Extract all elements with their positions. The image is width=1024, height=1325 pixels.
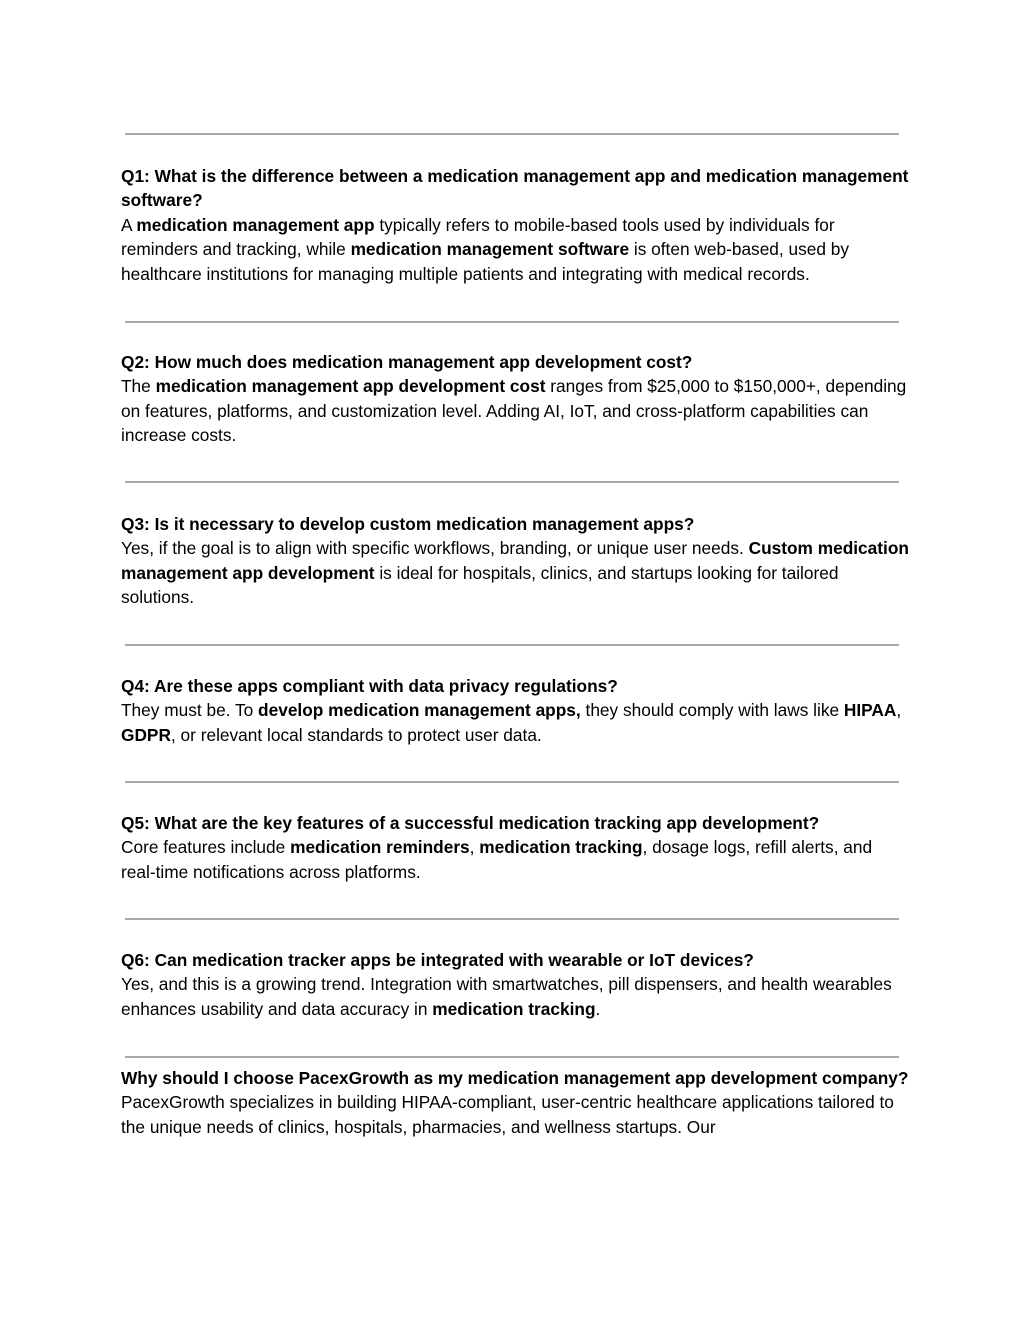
answer-text: PacexGrowth specializes in building HIPAA-compliant, user-centric healthcare applications tailored to the unique needs of clinics, hospitals, pharmacies, and wellness startups. Our xyxy=(121,1092,894,1137)
answer-text: typically refers to mobile-based tools used by individuals for reminders and tracking, while xyxy=(121,214,835,260)
answer-text: is ideal for hospitals, clinics, and startups looking for tailored solutions. xyxy=(121,562,839,608)
divider xyxy=(125,1056,899,1058)
faq-item-6 xyxy=(121,948,911,1021)
faq-answer xyxy=(121,536,911,609)
faq-question: Q6: Can medication tracker apps be integrated with wearable or IoT devices? xyxy=(121,950,754,970)
answer-text: is often web-based, used by healthcare institutions for managing multiple patients and integrating with medical records. xyxy=(121,239,850,284)
answer-text: The xyxy=(121,376,156,397)
answer-bold-text: medication management app xyxy=(136,214,375,235)
answer-bold-text: medication reminders xyxy=(290,837,470,858)
answer-bold-text: Custom medication management app development xyxy=(121,538,909,583)
answer-text: , dosage logs, refill alerts, and real-time notifications across platforms. xyxy=(121,837,873,882)
faq-answer xyxy=(121,835,911,884)
faq-question: Q5: What are the key features of a successful medication tracking app development? xyxy=(121,813,820,833)
answer-text: , or relevant local standards to protect user data. xyxy=(170,724,542,745)
answer-bold-text: medication tracking xyxy=(479,837,643,858)
faq-answer xyxy=(121,374,911,447)
answer-text: Yes, if the goal is to align with specific workflows, branding, or unique user needs. xyxy=(121,538,749,559)
answer-text: , xyxy=(896,700,902,721)
divider xyxy=(125,133,899,135)
faq-question: Q1: What is the difference between a medication management app and medication management software? xyxy=(121,166,909,211)
answer-text: ranges from $25,000 to $150,000+, depending on features, platforms, and customization level. Adding AI, IoT, and cross-platform capabilities can increase costs. xyxy=(121,376,907,446)
answer-bold-text: medication management software xyxy=(350,239,630,260)
faq-item-3 xyxy=(121,512,911,610)
faq-item-1 xyxy=(121,164,911,286)
faq-item-5 xyxy=(121,811,911,884)
faq-question: Why should I choose PacexGrowth as my medication management app development company? xyxy=(121,1068,909,1088)
faq-answer xyxy=(121,972,911,1021)
faq-answer xyxy=(121,698,911,747)
answer-bold-text: medication management app development cost xyxy=(155,376,546,397)
divider xyxy=(125,321,899,323)
faq-question: Q2: How much does medication management app development cost? xyxy=(121,352,693,372)
divider xyxy=(125,644,899,646)
faq-question: Q3: Is it necessary to develop custom medication management apps? xyxy=(121,514,695,534)
answer-text: Yes, and this is a growing trend. Integration with smartwatches, pill dispensers, and health wearables enhances usability and data accuracy in xyxy=(121,974,892,1019)
answer-text: they should comply with laws like xyxy=(580,700,844,721)
faq-item-2 xyxy=(121,350,911,448)
answer-bold-text: HIPAA xyxy=(843,700,897,721)
answer-text: . xyxy=(595,998,601,1019)
divider xyxy=(125,481,899,483)
answer-text: , xyxy=(469,837,480,858)
answer-text: Core features include xyxy=(121,837,291,858)
faq-item-7 xyxy=(121,1066,911,1139)
faq-item-4 xyxy=(121,674,911,747)
divider xyxy=(125,918,899,920)
faq-question: Q4: Are these apps compliant with data privacy regulations? xyxy=(121,676,618,696)
answer-text: A xyxy=(121,214,137,235)
answer-bold-text: medication tracking xyxy=(432,998,596,1019)
faq-answer xyxy=(121,1090,911,1139)
answer-text: They must be. To xyxy=(121,700,259,721)
answer-bold-text: GDPR xyxy=(121,724,171,745)
divider xyxy=(125,781,899,783)
answer-bold-text: develop medication management apps, xyxy=(258,700,581,721)
faq-answer xyxy=(121,213,911,286)
